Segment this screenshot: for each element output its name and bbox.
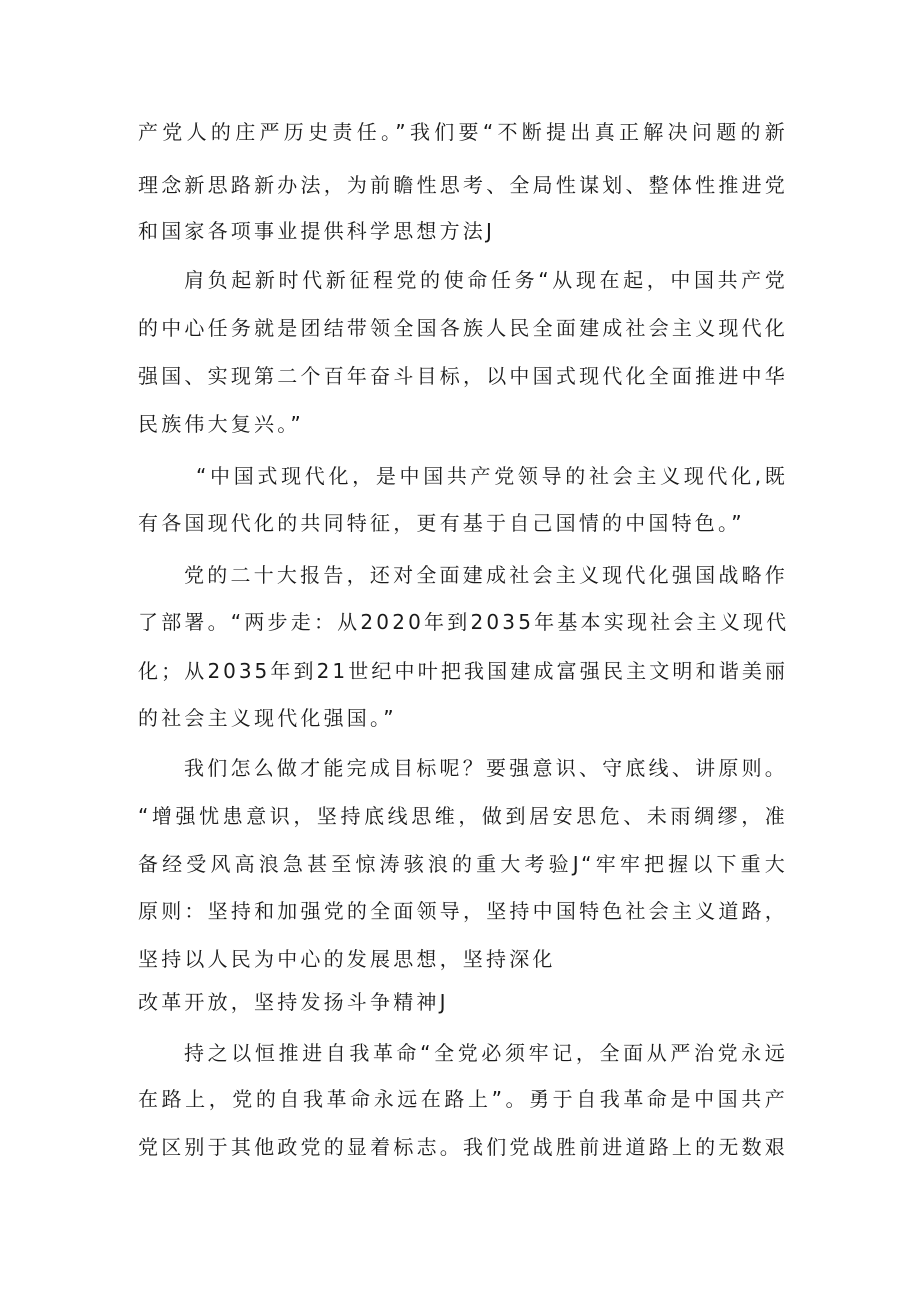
paragraph-first-line: “中国式现代化，是中国共产党领导的社会主义现代化,既	[196, 464, 788, 488]
paragraph-first-line: 党的二十大报告，还对全面建成社会主义现代化强国战略作	[184, 563, 788, 587]
text-line: 党区别于其他政党的显着标志。我们党战胜前进道路上的无数艰	[138, 1135, 788, 1159]
text-line: 理念新思路新办法，为前瞻性思考、全局性谋划、整体性推进党	[138, 173, 788, 197]
paragraph-first-line: 肩负起新时代新征程党的使命任务“从现在起，中国共产党	[184, 268, 788, 292]
text-line: 产党人的庄严历史责任。”我们要“不断提出真正解决问题的新	[138, 120, 788, 144]
text-line: 的社会主义现代化强国。”	[138, 706, 397, 730]
text-line: 有各国现代化的共同特征，更有基于自己国情的中国特色。”	[138, 511, 745, 535]
text-line: 备经受风高浪急甚至惊涛骇浪的重大考验J“牢牢把握以下重大	[138, 852, 788, 876]
paragraph-first-line: 持之以恒推进自我革命“全党必须牢记，全面从严治党永远	[184, 1041, 788, 1065]
text-line: 改革开放，坚持发扬斗争精神J	[138, 990, 449, 1014]
text-line: 在路上，党的自我革命永远在路上”。勇于自我革命是中国共产	[138, 1087, 788, 1111]
text-line: 化；从2035年到21世纪中叶把我国建成富强民主文明和谐美丽	[138, 659, 788, 683]
paragraph-first-line: 我们怎么做才能完成目标呢？要强意识、守底线、讲原则。	[184, 756, 788, 780]
text-line: 坚持以人民为中心的发展思想，坚持深化	[138, 947, 556, 971]
text-line: “增强忧患意识，坚持底线思维，做到居安思危、未雨绸缪，准	[138, 804, 788, 828]
text-line: 的中心任务就是团结带领全国各族人民全面建成社会主义现代化	[138, 316, 788, 340]
text-line: 原则：坚持和加强党的全面领导，坚持中国特色社会主义道路，	[138, 899, 788, 923]
text-line: 强国、实现第二个百年奋斗目标，以中国式现代化全面推进中华	[138, 364, 788, 388]
text-line: 和国家各项事业提供科学思想方法J	[138, 219, 496, 243]
text-line: 了部署。“两步走：从2020年到2035年基本实现社会主义现代	[138, 610, 790, 634]
text-line: 民族伟大复兴。”	[138, 412, 304, 436]
